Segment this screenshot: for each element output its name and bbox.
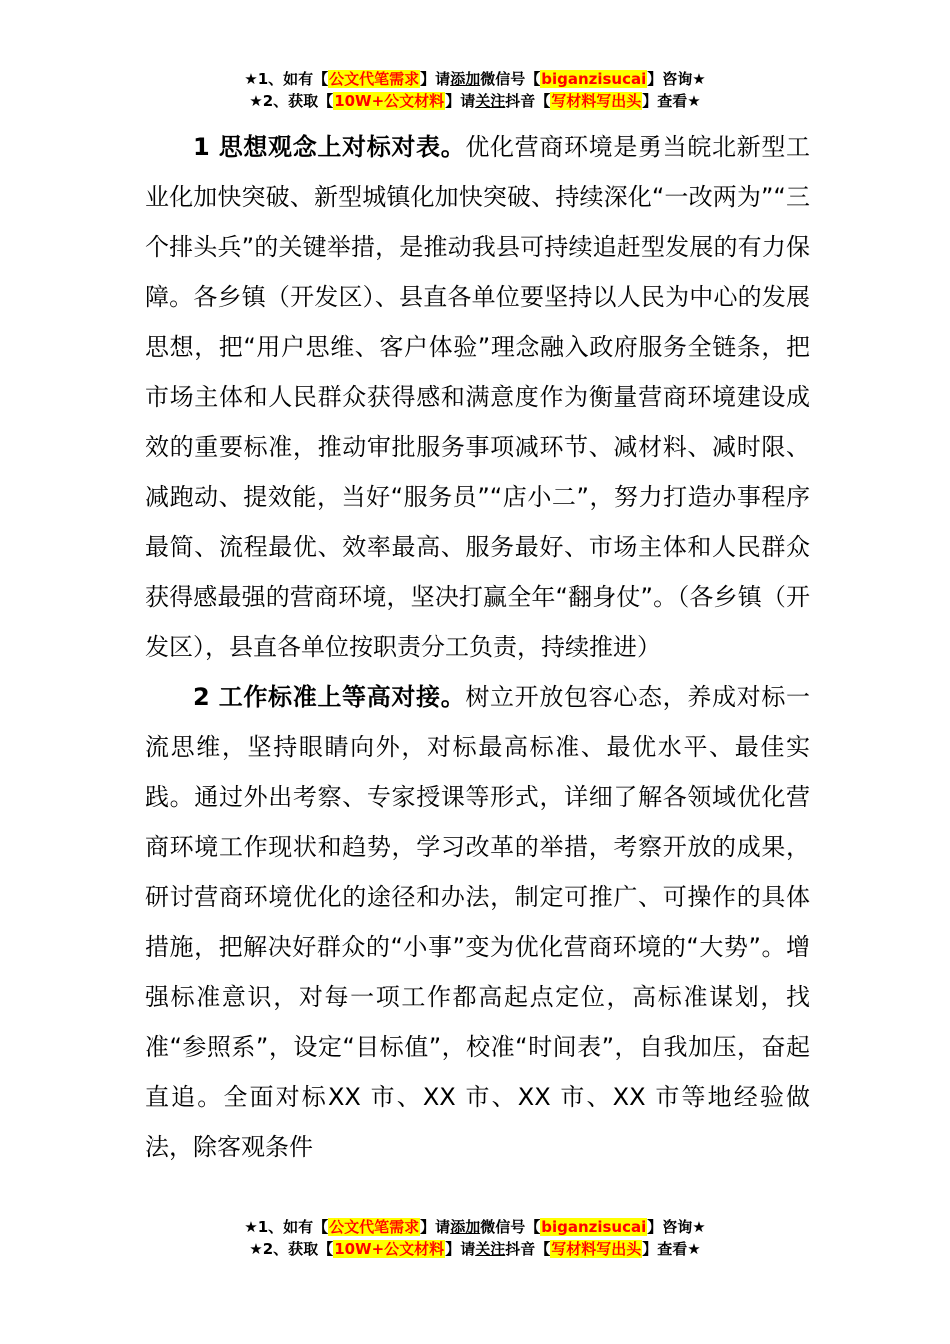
promo-text: ★1、如有【 (244, 70, 329, 88)
promo-text: 】请 (420, 70, 451, 88)
promo-text: 】请 (445, 92, 476, 110)
promo-text: 】查看★ (642, 92, 701, 110)
promo-highlight: 公文代笔需求 (329, 70, 420, 88)
paragraph-2 (145, 672, 810, 1172)
promo-line-1 (0, 1216, 950, 1238)
promo-line-2 (0, 1238, 950, 1260)
paragraph-heading: 1 思想观念上对标对表。 (193, 133, 466, 161)
promo-text: ★1、如有【 (244, 1218, 329, 1236)
promo-wechat-id: biganzisucai (541, 1218, 647, 1236)
promo-text: ★2、获取【 (249, 1240, 334, 1258)
promo-banner-bottom (0, 1216, 950, 1260)
promo-text: 抖音【 (505, 1240, 551, 1258)
promo-text: ★2、获取【 (249, 92, 334, 110)
promo-highlight: 公文代笔需求 (329, 1218, 420, 1236)
promo-text: 微信号【 (480, 1218, 541, 1236)
promo-line-2 (0, 90, 950, 112)
paragraph-heading: 2 工作标准上等高对接。 (193, 683, 466, 711)
document-body (145, 122, 810, 1172)
promo-highlight: 10W+公文材料 (334, 92, 445, 110)
promo-text: 微信号【 (480, 70, 541, 88)
paragraph-1 (145, 122, 810, 672)
promo-banner-top (0, 68, 950, 112)
promo-underline: 关注 (475, 1240, 506, 1258)
promo-underline: 添加 (450, 70, 481, 88)
promo-underline: 关注 (475, 92, 506, 110)
paragraph-text: 优化营商环境是勇当皖北新型工业化加快突破、新型城镇化加快突破、持续深化“一改两为”“三个排头兵”的关键举措，是推动我县可持续追赶型发展的有力保障。各乡镇（开发区）、县直各单位要坚持以人民为中心的发展思想，把“用户思维、客户体验”理念融入政府服务全链条，把市场主体和人民群众获得感和满意度作为衡量营商环境建设成效的重要标准，推动审批服务事项减环节、减材料、减时限、减跑动、提效能，当好“服务员”“店小二”，努力打造办事程序最简、流程最优、效率最高、服务最好、市场主体和人民群众获得感最强的营商环境，坚决打赢全年“翻身仗”。（各乡镇（开发区），县直各单位按职责分工负责，持续推进） (145, 133, 810, 661)
promo-text: 】咨询★ (647, 70, 706, 88)
promo-wechat-id: biganzisucai (541, 70, 647, 88)
promo-douyin-id: 写材料写出头 (551, 1240, 642, 1258)
promo-text: 】请 (445, 1240, 476, 1258)
promo-text: 】查看★ (642, 1240, 701, 1258)
paragraph-text: 树立开放包容心态，养成对标一流思维，坚持眼睛向外，对标最高标准、最优水平、最佳实践。通过外出考察、专家授课等形式，详细了解各领域优化营商环境工作现状和趋势，学习改革的举措，考察开放的成果，研讨营商环境优化的途径和办法，制定可推广、可操作的具体措施，把解决好群众的“小事”变为优化营商环境的“大势”。增强标准意识，对每一项工作都高起点定位，高标准谋划，找准“参照系”，设定“目标值”，校准“时间表”，自我加压，奋起直追。全面对标XX 市、XX 市、XX 市、XX 市等地经验做法，除客观条件 (145, 683, 810, 1161)
promo-text: 】请 (420, 1218, 451, 1236)
promo-text: 】咨询★ (647, 1218, 706, 1236)
promo-douyin-id: 写材料写出头 (551, 92, 642, 110)
promo-underline: 添加 (450, 1218, 481, 1236)
promo-line-1 (0, 68, 950, 90)
promo-text: 抖音【 (505, 92, 551, 110)
promo-highlight: 10W+公文材料 (334, 1240, 445, 1258)
